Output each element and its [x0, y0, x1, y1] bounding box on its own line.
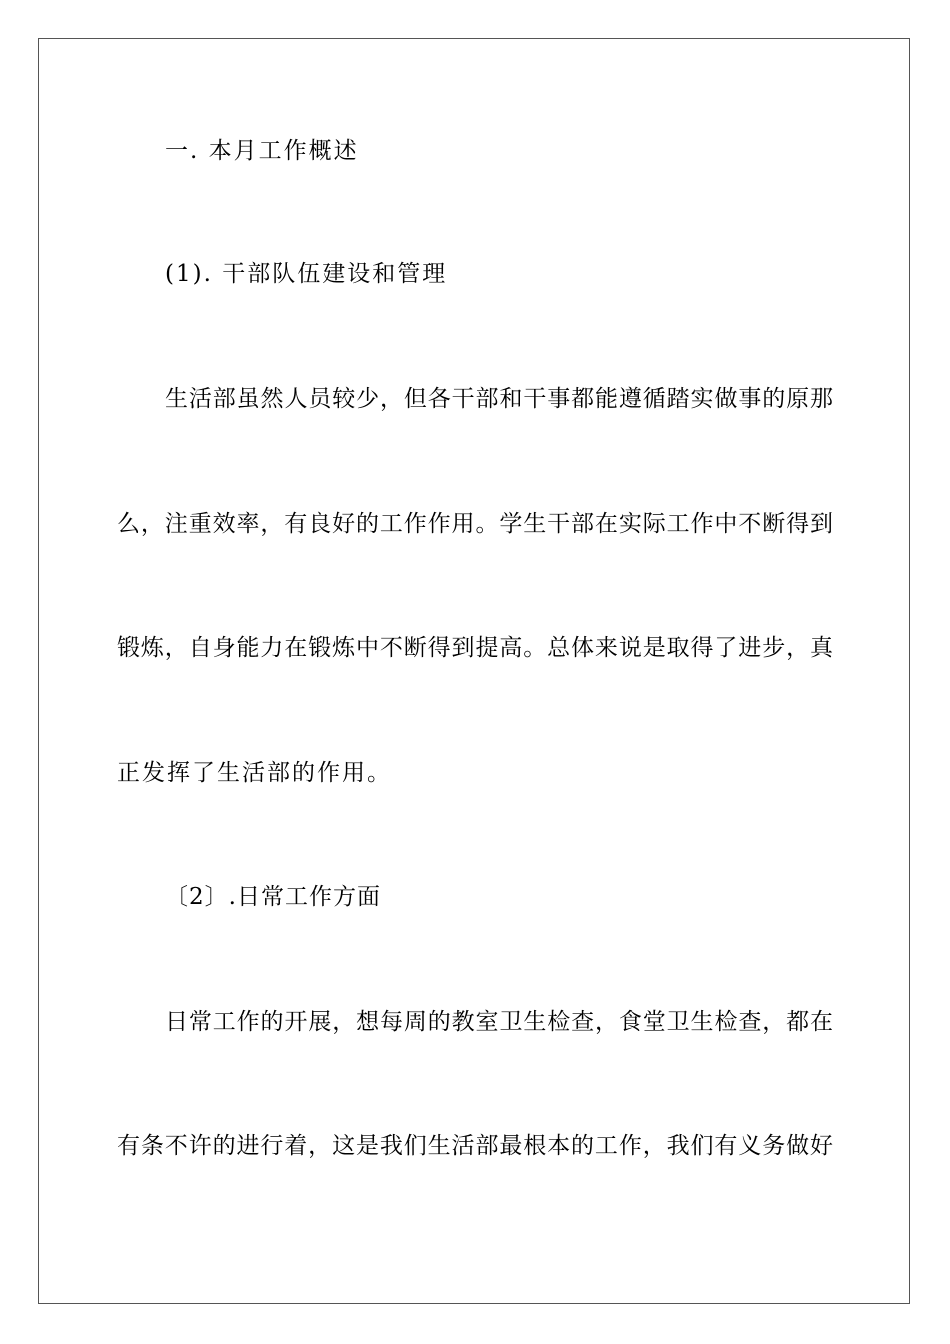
section-heading: 一. 本月工作概述 [165, 138, 359, 164]
paragraph-1-line-2: 么，注重效率，有良好的工作作用。学生干部在实际工作中不断得到 [117, 511, 833, 537]
subsection-heading-2: 〔2〕.日常工作方面 [165, 884, 381, 910]
subsection-heading-1: (1). 干部队伍建设和管理 [165, 261, 448, 287]
page-border [38, 38, 910, 1304]
paragraph-1-line-1: 生活部虽然人员较少，但各干部和干事都能遵循踏实做事的原那 [165, 386, 833, 412]
paragraph-1-line-3: 锻炼，自身能力在锻炼中不断得到提高。总体来说是取得了进步，真 [117, 635, 833, 661]
paragraph-1-line-4: 正发挥了生活部的作用。 [117, 760, 392, 786]
paragraph-2-line-2: 有条不许的进行着，这是我们生活部最根本的工作，我们有义务做好 [117, 1133, 833, 1159]
paragraph-2-line-1: 日常工作的开展，想每周的教室卫生检查，食堂卫生检查，都在 [165, 1009, 833, 1035]
